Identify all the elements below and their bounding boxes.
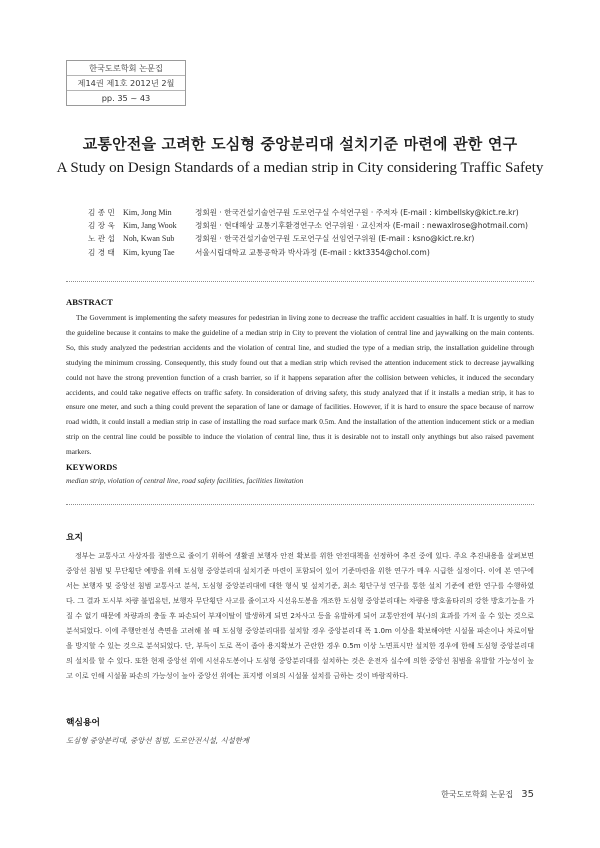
author-row [88,219,529,232]
author-affiliation: 서울시립대학교 교통공학과 박사과정 (E-mail : kkt3354@chol.com) [195,247,430,257]
author-name-ko: 노 관 섭 [88,234,115,244]
abstract-body: The Government is implementing the safety measures for pedestrian in living zone to decrease the traffic accident casualties in half. It is urgently to study the guideline because it contains to make the guideline of a median strip in City to prevent the violation of central line and jaywalking on the main contents. So, this study analyzed the pedestrian accidents and the violation of central line, and studied the type of a median strip, the installation guideline through studying the minimum crossing. Consequently, this study found out that a median strip which revised the attention inducement stick to decrease jaywalking could not have the strong prevention function of a crash barrier, so if it happens separation after the collision between vehicles, it induced the secondary accidents, and could take negative effects on traffic safety. In consideration of driving safety, this study analyzed that if it installs a median strip, it has to ensure one meter, and such a thing could prevent the separation of lane or damage of facilities. However, if it is hard to ensure the space because of narrow road width, it could install a median strip in case of installing the road surface mark 0.5m. And the installation of the attention inducement stick or a median strip on the central line could be possible to induce the violation of central line, thus it is desirable not to install only anythings but also raised pavement markers. [66,313,534,457]
author-name-en: Kim, Jang Wook [123,221,177,231]
author-affiliation: 정회원 · 현대해상 교통기후환경연구소 연구위원 · 교신저자 (E-mail : newaxlrose@hotmail.com) [195,221,529,231]
section-divider [66,281,534,282]
page-number: 35 [521,789,534,800]
author-name-en: Kim, Jong Min [123,208,172,217]
summary-heading-ko: 요지 [66,533,83,543]
page-footer [441,789,534,800]
journal-info-box [66,60,186,106]
abstract-heading: ABSTRACT [66,297,113,307]
author-row [88,246,495,259]
author-affiliation: 정회원 · 한국건설기술연구원 도로연구실 선임연구위원 (E-mail : ksno@kict.re.kr) [195,234,475,244]
author-row [88,206,519,219]
summary-body-ko: 정부는 교통사고 사상자를 절반으로 줄이기 위하여 생활권 보행자 안전 확보를 위한 안전대책을 선정하여 추진 중에 있다. 주요 추진내용을 살펴보면 중앙선 침범 및 무단횡단 예방을 위해 도심형 중앙분리대 설치기준 마련이 포함되어 있어 기준마련을 위한 연구가 매우 시급한 실정이다. 이에 본 연구에서는 보행자 및 중앙선 침범 교통사고 분석, 도심형 중앙분리대에 대한 형식 및 설치기준, 최소 횡단구성 연구를 통한 설치 기준에 관한 연구를 수행하였다. 그 결과 도시부 차량 불법유턴, 보행자 무단횡단 사고를 줄이고자 시선유도봉을 개조한 도심형 중앙분리대는 차량용 방호울타리의 강한 방호기능을 가질 수 없기 때문에 차량과의 충돌 후 파손되어 부재이탈이 발생하게 되면 2차사고 등을 유발하게 되어 교통안전에 부(-)의 효과를 가져 올 수 있는 것으로 분석되었다. 이에 주행안전성 측면을 고려해 볼 때 도심형 중앙분리대를 설치할 경우 중앙분리대 폭 1.0m 이상을 확보해야만 시설물 파손이나 차로이탈을 방지할 수 있는 것으로 분석되었다. 단, 부득이 도로 폭이 좁아 용지확보가 곤란한 경우 0.5m 이상 노면표시만 설치한 경우에 한해 도심형 중앙분리대의 설치를 할 수 있다. 또한 현재 중앙선 위에 시선유도봉이나 도심형 중앙분리대를 설치하는 것은 운전자 실수에 의한 중앙선 침범을 유발할 가능성이 높고 이로 인해 시설물 파손의 가능성이 높아 중앙선 위에는 표지병 이외의 시설물 설치를 금하는 것이 바람직하다. [66,551,534,680]
author-name-ko: 김 경 태 [88,247,115,257]
journal-name: 한국도로학회 논문집 [67,61,185,76]
keywords-list-ko: 도심형 중앙분리대, 중앙선 침범, 도로안전시설, 시설한계 [66,736,250,745]
author-name-en: Kim, kyung Tae [123,247,175,257]
paper-title-korean: 교통안전을 고려한 도심형 중앙분리대 설치기준 마련에 관한 연구 [82,135,518,153]
journal-volume: 제14권 제1호 2012년 2월 [67,76,185,91]
author-name-en: Noh, Kwan Sub [123,234,175,244]
author-affiliation: 정회원 · 한국건설기술연구원 도로연구실 수석연구원 · 주저자 (E-mail : kimbellsky@kict.re.kr) [195,208,519,217]
author-row [88,232,495,245]
journal-pages: pp. 35 ~ 43 [101,93,151,103]
footer-journal-name: 한국도로학회 논문집 [441,790,514,799]
paper-title-english: A Study on Design Standards of a median strip in City considering Traffic Safety [56,160,544,176]
section-divider [66,504,534,505]
keywords-heading: KEYWORDS [66,462,118,472]
keywords-list: median strip, violation of central line, road safety facilities, facilities limitation [66,476,304,485]
author-name-ko: 김 종 민 [88,208,115,217]
author-list [88,206,529,259]
author-name-ko: 김 장 욱 [88,221,115,231]
keywords-heading-ko: 핵심용어 [66,718,100,728]
